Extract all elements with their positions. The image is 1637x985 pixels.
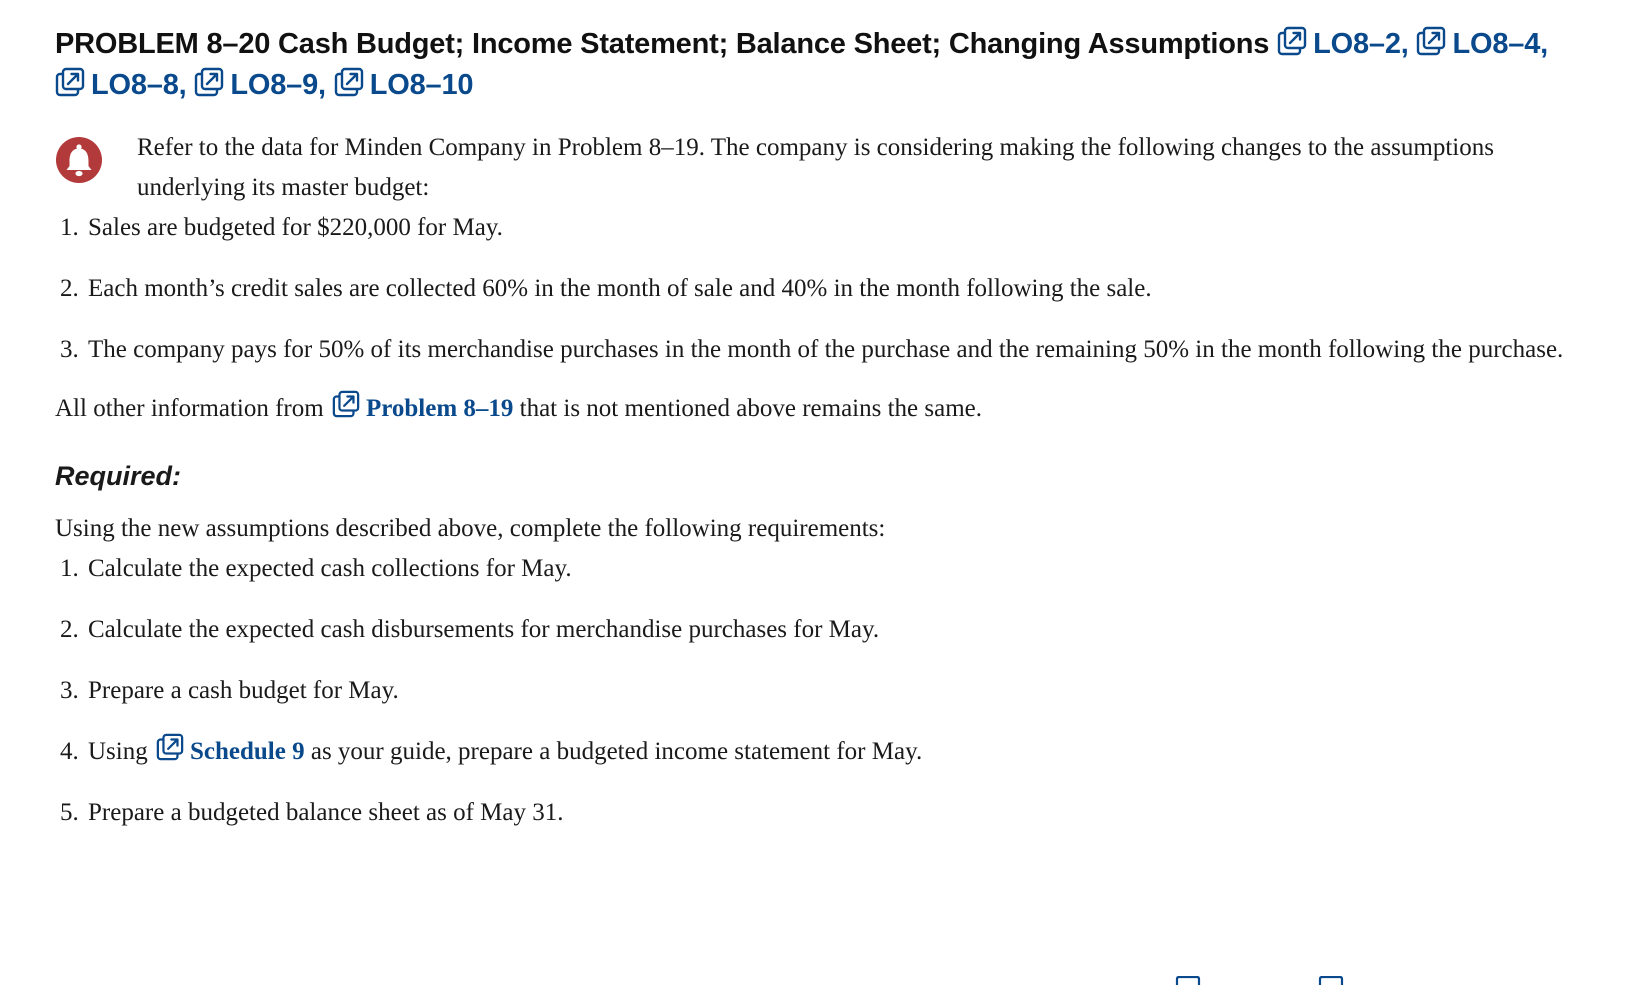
problem-8-19-link[interactable]: [330, 395, 513, 422]
item-number: 3.: [60, 677, 79, 704]
external-link-icon: [332, 390, 360, 418]
lo-label: LO8–8,: [91, 69, 187, 101]
list-item: [55, 549, 1595, 589]
intro-paragraph: [55, 128, 1595, 208]
requirements-list: [55, 549, 1595, 833]
link-label: Schedule 9: [189, 738, 305, 765]
other-info-after: that is not mentioned above remains the same.: [519, 395, 983, 422]
list-item: [55, 732, 1595, 772]
external-link-icon: [156, 733, 184, 761]
problem-page: [55, 24, 1595, 833]
item-text: Calculate the expected cash disbursements for merchandise purchases for May.: [88, 616, 880, 643]
lo-link-8-2[interactable]: [1277, 28, 1409, 60]
required-intro: Using the new assumptions described above, complete the following requirements:: [55, 515, 886, 542]
external-link-icon: [194, 67, 224, 97]
external-link-icon: [1416, 26, 1446, 56]
item-text-before: Using: [88, 738, 148, 765]
lo-link-8-4[interactable]: [1416, 28, 1548, 60]
lo-link-8-10[interactable]: [334, 69, 474, 101]
list-item: [55, 330, 1595, 370]
item-number: 4.: [60, 738, 79, 765]
list-item: [55, 610, 1595, 650]
item-number: 3.: [60, 336, 79, 363]
lo-label: LO8–10: [369, 69, 474, 101]
item-number: 5.: [60, 799, 79, 826]
cut-off-content-edge: [0, 976, 1637, 985]
item-number: 2.: [60, 275, 79, 302]
other-info-paragraph: [55, 389, 1595, 429]
required-heading: Required:: [55, 461, 182, 491]
lo-link-8-8[interactable]: [55, 69, 187, 101]
item-number: 2.: [60, 616, 79, 643]
item-text: Prepare a budgeted balance sheet as of May 31.: [88, 799, 564, 826]
other-info-before: All other information from: [55, 395, 324, 422]
intro-text: Refer to the data for Minden Company in Problem 8–19. The company is considering making the following changes to the assumptions underlying its master budget:: [137, 134, 1494, 201]
list-item: [55, 269, 1595, 309]
schedule-9-link[interactable]: [154, 738, 305, 765]
problem-title: PROBLEM 8–20 Cash Budget; Income Statement; Balance Sheet; Changing Assumptions: [55, 28, 1270, 60]
item-text: Each month’s credit sales are collected 60% in the month of sale and 40% in the month following the sale.: [88, 275, 1152, 302]
external-link-icon: [1277, 26, 1307, 56]
assumption-changes-list: [55, 208, 1595, 370]
lo-label: LO8–4,: [1452, 28, 1548, 60]
item-number: 1.: [60, 555, 79, 582]
item-number: 1.: [60, 214, 79, 241]
external-link-icon: [334, 67, 364, 97]
link-label: Problem 8–19: [365, 395, 514, 422]
lo-label: LO8–2,: [1313, 28, 1409, 60]
alert-bell-icon: [55, 136, 103, 184]
list-item: [55, 671, 1595, 711]
item-text-after: as your guide, prepare a budgeted income statement for May.: [310, 738, 923, 765]
problem-heading: [55, 24, 1595, 106]
lo-link-8-9[interactable]: [194, 69, 326, 101]
item-text: Calculate the expected cash collections for May.: [88, 555, 572, 582]
item-text: Prepare a cash budget for May.: [88, 677, 399, 704]
item-text: Sales are budgeted for $220,000 for May.: [88, 214, 503, 241]
item-text: The company pays for 50% of its merchandise purchases in the month of the purchase and the remaining 50% in the month following the purchase.: [88, 336, 1564, 363]
list-item: [55, 208, 1595, 248]
list-item: [55, 793, 1595, 833]
lo-label: LO8–9,: [230, 69, 326, 101]
external-link-icon: [55, 67, 85, 97]
